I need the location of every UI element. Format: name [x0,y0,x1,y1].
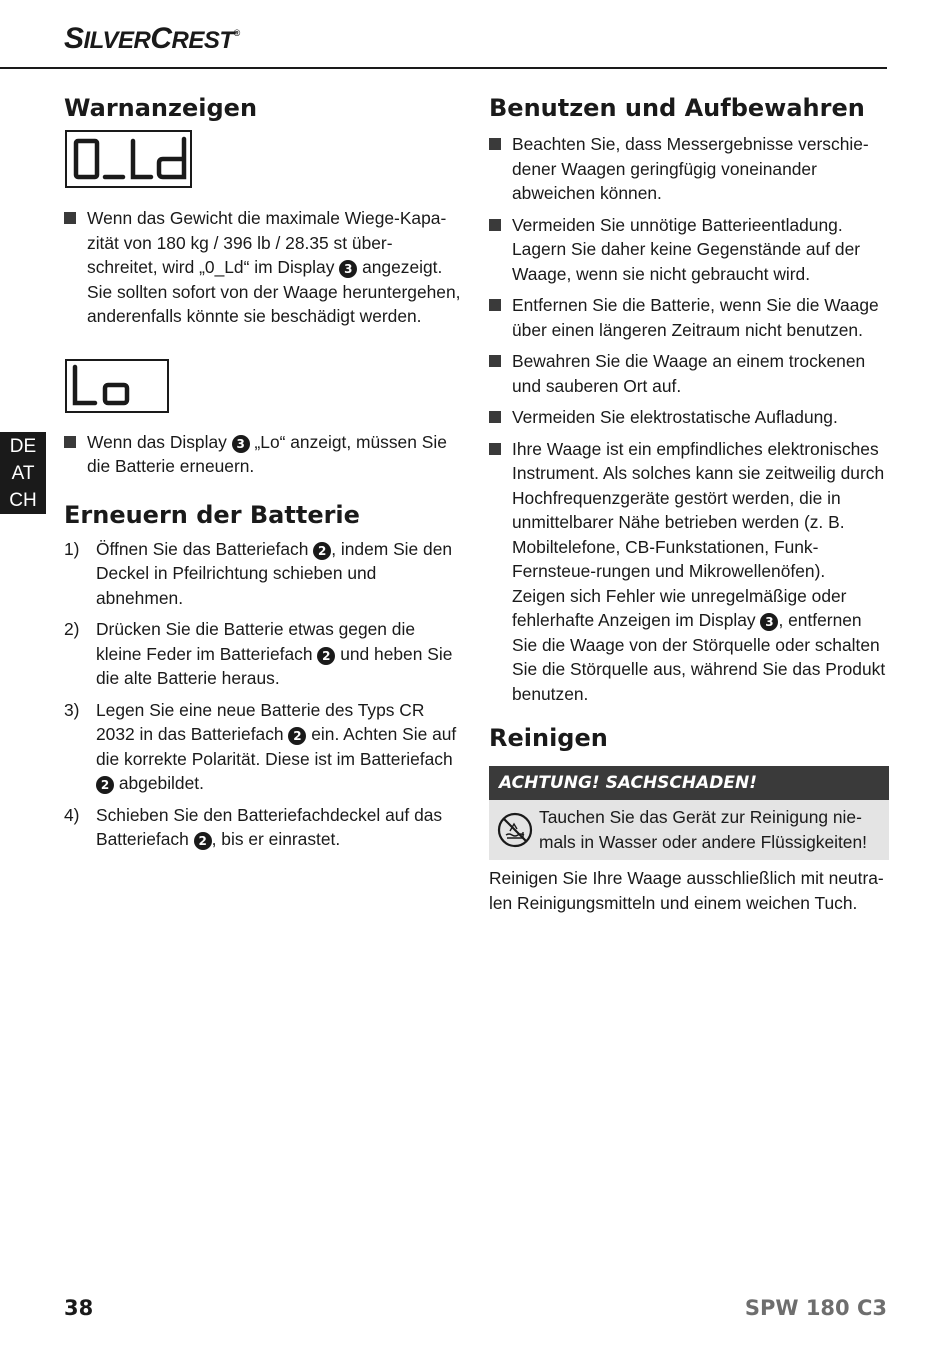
ref-number-2: 2 [313,542,331,560]
ref-number-3: 3 [339,260,357,278]
language-at: AT [11,462,35,484]
step-2: 2) Drücken Sie die Batterie etwas gegen die kleine Feder im Batteriefach 2 und heben Sie die alte Batterie heraus. [64,619,453,688]
bullet-measurement: Beachten Sie, dass Messergebnisse verschie-dener Waagen geringfügig voneinander abweichen können. [489,132,889,206]
brand-logo: SILVERCREST® [64,22,240,55]
step-4: 4) Schieben Sie den Batteriefachdeckel auf das Batteriefach 2 , bis er einrastet. [64,804,443,849]
language-de: DE [9,435,37,457]
model-number: SPW 180 C3 [744,1296,887,1320]
page-number: 38 [64,1296,94,1320]
ref-number-3: 3 [760,613,778,631]
right-column [489,92,889,915]
language-tab [0,432,46,514]
bullet-overload: Wenn das Gewicht die maximale Wiege-Kapa-zität von 180 kg / 396 lb / 28.35 st über-schreitet, wird „0_Ld“ im Display 3 angezeigt. Sie sollten sofort von der Waage heruntergehen, anderenfalls könnte sie beschädigt werden. [64,206,462,329]
ref-number-2: 2 [317,647,335,665]
ref-number-2: 2 [194,832,212,850]
bullet-sensitive-instrument: Ihre Waage ist ein empfindliches elektronisches Instrument. Als solches kann sie zeitweilig durch Hochfrequenzgeräte gestört werden, die in unmittelbarer Nähe betrieben werden (z. B. Mobiltelefone, CB-Funkstationen, Funk-Fernsteue-rungen und Mikrowellenöfen). Zeigen sich Fehler wie unregelmäßige oder fehlerhafte Anzeigen im Display 3 , entfernen Sie die Waage von der Störquelle oder schalten Sie die Störquelle aus, während Sie das Produkt benutzen. [489,437,889,707]
warning-text: Tauchen Sie das Gerät zur Reinigung nie-mals in Wasser oder andere Flüssigkeiten! [539,807,867,852]
section-title-batterie: Erneuern der Batterie [64,500,360,529]
step-1: 1) Öffnen Sie das Batteriefach 2 , indem Sie den Deckel in Pfeilrichtung schieben und abnehmen. [64,538,453,608]
cleaning-text: Reinigen Sie Ihre Waage ausschließlich mit neutra-len Reinigungsmitteln und einem weichen Tuch. [489,868,884,913]
ref-number-2: 2 [288,727,306,745]
display-old-indicator [65,130,192,188]
no-water-immersion-icon [497,812,533,848]
display-lo-indicator [65,359,169,413]
section-title-benutzen: Benutzen und Aufbewahren [489,94,865,122]
section-title-reinigen: Reinigen [489,724,608,752]
header-rule [0,67,887,69]
bullet-remove-battery: Entfernen Sie die Batterie, wenn Sie die Waage über einen längeren Zeitraum nicht benutzen. [489,293,889,342]
ref-number-3: 3 [232,435,250,453]
ref-number-2: 2 [96,776,114,794]
warning-header: ACHTUNG! SACHSCHADEN! [489,766,889,800]
bullet-electrostatic: Vermeiden Sie elektrostatische Aufladung. [489,405,889,430]
bullet-storage: Bewahren Sie die Waage an einem trockenen und sauberen Ort auf. [489,349,889,398]
section-title-warnanzeigen: Warnanzeigen [64,94,258,122]
bullet-low-battery: Wenn das Display 3 „Lo“ anzeigt, müssen Sie die Batterie erneuern. [64,430,462,479]
step-3: 3) Legen Sie eine neue Batterie des Typs CR 2032 in das Batteriefach 2 ein. Achten Sie auf die korrekte Polarität. Diese ist im Batteriefach 2 abgebildet. [64,699,457,793]
warning-box [489,800,889,860]
language-ch: CH [9,489,37,511]
bullet-battery-discharge: Vermeiden Sie unnötige Batterieentladung. Lagern Sie daher keine Gegenstände auf der Waage, wenn sie nicht gebraucht wird. [489,213,889,287]
left-column [64,92,462,859]
